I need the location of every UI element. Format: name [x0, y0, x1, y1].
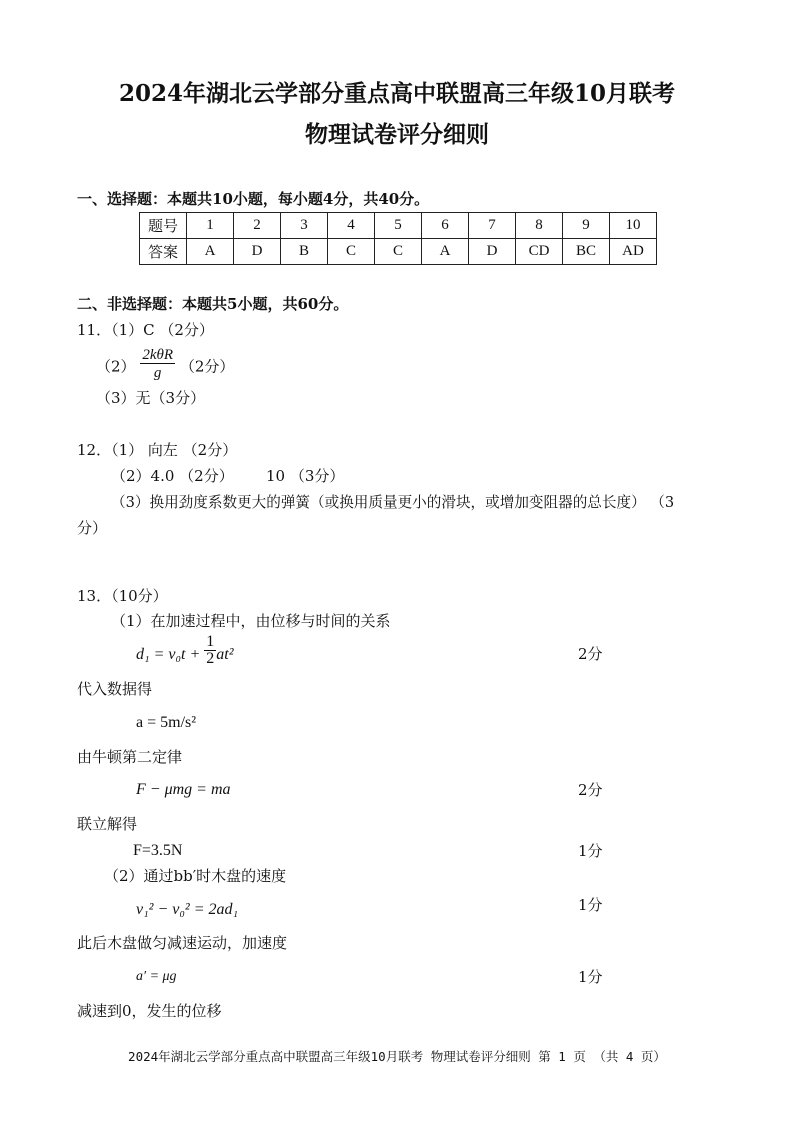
table-cell: CD: [516, 239, 563, 265]
q11-part2-label: （2）: [96, 357, 136, 376]
row-label: 题号: [140, 213, 187, 239]
q13-eq2: a = 5m/s²: [136, 714, 197, 731]
table-cell: C: [375, 239, 422, 265]
q13-p2: 代入数据得: [77, 680, 153, 698]
q12-part2b: 10 （3分）: [266, 467, 345, 485]
answer-table: [139, 212, 657, 265]
table-cell: A: [422, 239, 469, 265]
fraction-numerator: 1: [206, 633, 215, 650]
q11-part3: （3）无（3分）: [96, 389, 206, 407]
table-cell: 7: [469, 213, 516, 239]
table-cell: C: [328, 239, 375, 265]
q11-part2-score: （2分）: [179, 357, 235, 376]
table-cell: 8: [516, 213, 563, 239]
q12-part3: （3）换用劲度系数更大的弹簧（或换用质量更小的滑块，或增加变阻器的总长度） （3: [111, 494, 675, 511]
q13-p1: （1）在加速过程中，由位移与时间的关系: [111, 612, 391, 630]
q13-p6: 此后木盘做匀减速运动，加速度: [77, 934, 288, 952]
q13-eq6: a′ = μg: [136, 969, 177, 984]
table-cell: 1: [187, 213, 234, 239]
table-cell: 10: [610, 213, 657, 239]
section2-heading: 二、非选择题：本题共5小题，共60分。: [77, 295, 349, 313]
table-cell: 4: [328, 213, 375, 239]
q13-p7: 减速到0，发生的位移: [77, 1002, 222, 1020]
table-cell: A: [187, 239, 234, 265]
q13-score4: 1分: [578, 842, 603, 860]
fraction-numerator: 2kθR: [142, 347, 174, 363]
table-cell: B: [281, 239, 328, 265]
table-cell: 6: [422, 213, 469, 239]
q12-part1: 12．（1） 向左 （2分）: [77, 441, 238, 459]
table-cell: 3: [281, 213, 328, 239]
q12-part3-cont: 分）: [77, 519, 108, 537]
table-row: [140, 213, 657, 239]
q13-p5: （2）通过bb′时木盘的速度: [104, 867, 287, 885]
q11-part2: [96, 347, 235, 381]
row-label: 答案: [140, 239, 187, 265]
q13-heading: 13．（10分）: [77, 587, 168, 605]
q13-eq4: F=3.5N: [133, 842, 183, 859]
q13-eq3: F − μmg = ma: [136, 781, 231, 798]
eq1-left: d₁ = v₀t +: [136, 646, 201, 664]
table-cell: BC: [563, 239, 610, 265]
q13-p3: 由牛顿第二定律: [77, 748, 183, 766]
fraction-denominator: g: [153, 365, 162, 381]
eq1-fraction: [204, 634, 216, 667]
page-title: 2024年湖北云学部分重点高中联盟高三年级10月联考: [118, 80, 676, 107]
q12-part2a: （2）4.0 （2分）: [111, 467, 234, 485]
fraction-denominator: 2: [206, 650, 215, 667]
table-cell: AD: [610, 239, 657, 265]
q13-p4: 联立解得: [77, 815, 138, 833]
q11-part1: 11．（1）C （2分）: [77, 321, 214, 339]
table-row: [140, 239, 657, 265]
q11-fraction: [140, 346, 175, 381]
table-cell: 5: [375, 213, 422, 239]
q13-score1: 2分: [578, 645, 603, 663]
q13-eq1: [136, 633, 234, 667]
table-cell: 2: [234, 213, 281, 239]
q13-score5: 1分: [578, 896, 603, 914]
q13-score3: 2分: [578, 781, 603, 799]
table-cell: D: [469, 239, 516, 265]
eq1-right: at²: [216, 646, 234, 664]
table-cell: 9: [563, 213, 610, 239]
page-subtitle: 物理试卷评分细则: [305, 121, 489, 148]
table-cell: D: [234, 239, 281, 265]
section1-heading: 一、选择题：本题共10小题，每小题4分，共40分。: [77, 190, 430, 208]
q13-score6: 1分: [578, 968, 603, 986]
page-footer: 2024年湖北云学部分重点高中联盟高三年级10月联考 物理试卷评分细则 第 1 页 （共 4 页）: [128, 1049, 666, 1064]
q13-eq5: v₁² − v₀² = 2ad₁: [136, 901, 239, 918]
